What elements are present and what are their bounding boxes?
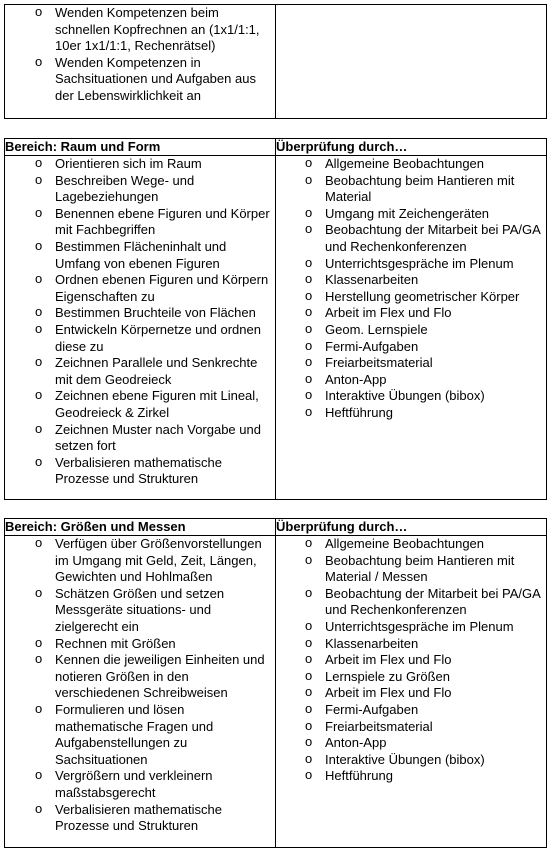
- list-item: o Arbeit im Flex und Flo: [276, 305, 542, 322]
- check-list: [276, 536, 546, 785]
- table-header-row: [5, 519, 547, 536]
- competency-cell: [5, 156, 276, 500]
- list-item: o Klassenarbeiten: [276, 636, 542, 653]
- table-row: [5, 5, 547, 119]
- list-item: o Beobachtung der Mitarbeit bei PA/GA und Rechenkonferenzen: [276, 222, 542, 255]
- list-item: o Ordnen ebenen Figuren und Körpern Eigenschaften zu: [5, 272, 271, 305]
- list-item: o Klassenarbeiten: [276, 272, 542, 289]
- list-item: o Verbalisieren mathematische Prozesse und Strukturen: [5, 802, 271, 835]
- list-item: o Lernspiele zu Größen: [276, 669, 542, 686]
- list-item: o Benennen ebene Figuren und Körper mit Fachbegriffen: [5, 206, 271, 239]
- list-item: o Orientieren sich im Raum: [5, 156, 271, 173]
- list-item: o Anton-App: [276, 735, 542, 752]
- list-item: o Herstellung geometrischer Körper: [276, 289, 542, 306]
- list-item: o Bestimmen Flächeninhalt und Umfang von ebenen Figuren: [5, 239, 271, 272]
- table-row: [5, 156, 547, 500]
- continuation-table: [4, 4, 547, 119]
- competency-list: [5, 5, 275, 105]
- list-item: o Wenden Kompetenzen in Sachsituationen und Aufgaben aus der Lebenswirklichkeit an: [5, 55, 271, 105]
- check-cell: [276, 536, 547, 848]
- list-item: o Entwickeln Körpernetze und ordnen diese zu: [5, 322, 271, 355]
- groessen-und-messen-table: [4, 518, 547, 848]
- list-item: o Umgang mit Zeichengeräten: [276, 206, 542, 223]
- list-item: o Vergrößern und verkleinern maßstabsgerecht: [5, 768, 271, 801]
- list-item: o Zeichnen Muster nach Vorgabe und setzen fort: [5, 422, 271, 455]
- list-item: o Verbalisieren mathematische Prozesse und Strukturen: [5, 455, 271, 488]
- list-item: o Zeichnen Parallele und Senkrechte mit dem Geodreieck: [5, 355, 271, 388]
- list-item: o Fermi-Aufgaben: [276, 339, 542, 356]
- empty-check-cell: [276, 5, 547, 119]
- section-header: Bereich: Größen und Messen: [5, 519, 276, 536]
- competency-list: [5, 156, 275, 488]
- list-item: o Beobachtung der Mitarbeit bei PA/GA und Rechenkonferenzen: [276, 586, 542, 619]
- list-item: o Heftführung: [276, 405, 542, 422]
- list-item: o Schätzen Größen und setzen Messgeräte situations- und zielgerecht ein: [5, 586, 271, 636]
- list-item: o Allgemeine Beobachtungen: [276, 156, 542, 173]
- list-item: o Zeichnen ebene Figuren mit Lineal, Geodreieck & Zirkel: [5, 388, 271, 421]
- list-item: o Freiarbeitsmaterial: [276, 355, 542, 372]
- list-item: o Bestimmen Bruchteile von Flächen: [5, 305, 271, 322]
- competency-cell: [5, 5, 276, 119]
- competency-list: [5, 536, 275, 835]
- raum-und-form-table: [4, 138, 547, 500]
- competency-cell: [5, 536, 276, 848]
- list-item: o Freiarbeitsmaterial: [276, 719, 542, 736]
- check-header: Überprüfung durch…: [276, 519, 547, 536]
- list-item: o Interaktive Übungen (bibox): [276, 388, 542, 405]
- check-header: Überprüfung durch…: [276, 139, 547, 156]
- list-item: o Formulieren und lösen mathematische Fragen und Aufgabenstellungen zu Sachsituationen: [5, 702, 271, 768]
- list-item: o Geom. Lernspiele: [276, 322, 542, 339]
- list-item: o Interaktive Übungen (bibox): [276, 752, 542, 769]
- list-item: o Beschreiben Wege- und Lagebeziehungen: [5, 173, 271, 206]
- list-item: o Anton-App: [276, 372, 542, 389]
- list-item: o Arbeit im Flex und Flo: [276, 685, 542, 702]
- list-item: o Heftführung: [276, 768, 542, 785]
- check-cell: [276, 156, 547, 500]
- list-item: o Unterrichtsgespräche im Plenum: [276, 619, 542, 636]
- list-item: o Rechnen mit Größen: [5, 636, 271, 653]
- list-item: o Beobachtung beim Hantieren mit Material / Messen: [276, 553, 542, 586]
- table-header-row: [5, 139, 547, 156]
- list-item: o Fermi-Aufgaben: [276, 702, 542, 719]
- list-item: o Arbeit im Flex und Flo: [276, 652, 542, 669]
- section-header: Bereich: Raum und Form: [5, 139, 276, 156]
- list-item: o Unterrichtsgespräche im Plenum: [276, 256, 542, 273]
- list-item: o Wenden Kompetenzen beim schnellen Kopfrechnen an (1x1/1:1, 10er 1x1/1:1, Rechenrätsel): [5, 5, 271, 55]
- list-item: o Verfügen über Größenvorstellungen im Umgang mit Geld, Zeit, Längen, Gewichten und Hohlmaßen: [5, 536, 271, 586]
- list-item: o Kennen die jeweiligen Einheiten und notieren Größen in den verschiedenen Schreibweisen: [5, 652, 271, 702]
- list-item: o Allgemeine Beobachtungen: [276, 536, 542, 553]
- check-list: [276, 156, 546, 422]
- list-item: o Beobachtung beim Hantieren mit Material: [276, 173, 542, 206]
- table-row: [5, 536, 547, 848]
